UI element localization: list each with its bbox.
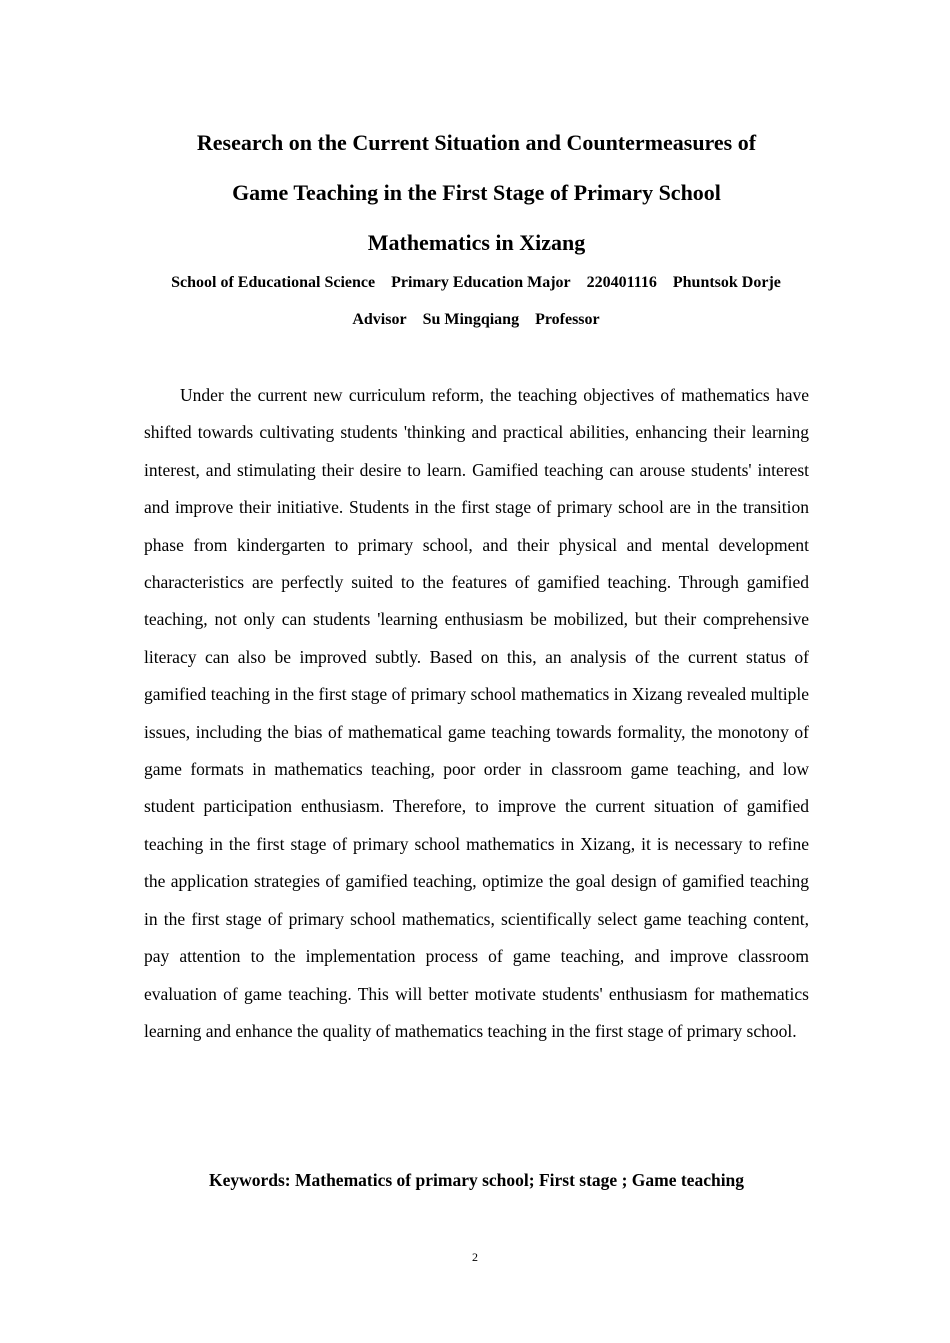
author-byline (120, 271, 832, 295)
paper-title (144, 118, 809, 268)
major-name: Primary Education Major (391, 274, 571, 291)
title-line: Research on the Current Situation and Countermeasures of (196, 130, 757, 155)
page-number: 2 (472, 1250, 478, 1264)
title-line: Game Teaching in the First Stage of Primary School (232, 180, 721, 205)
advisor-title: Professor (535, 311, 600, 328)
advisor-name: Su Mingqiang (422, 311, 520, 328)
author-name: Phuntsok Dorje (672, 274, 781, 291)
advisor-byline (120, 308, 832, 332)
abstract-paragraph: Under the current new curriculum reform, the teaching objectives of mathematics have shifted towards cultivating students 'thinking and practical abilities, enhancing their learning interest, and stimulating their desire to learn. Gamified teaching can arouse students' interest and improve their initiative. Students in the first stage of primary school are in the transition phase from kindergarten to primary school, and their physical and mental development characteristics are perfectly suited to the features of gamified teaching. Through gamified teaching, not only can students 'learning enthusiasm be mobilized, but their comprehensive literacy can also be improved subtly. Based on this, an analysis of the current status of gamified teaching in the first stage of primary school mathematics in Xizang revealed multiple issues, including the bias of mathematical game teaching towards formality, the monotony of game formats in mathematics teaching, poor order in classroom game teaching, and low student participation enthusiasm. Therefore, to improve the current situation of gamified teaching in the first stage of primary school mathematics in Xizang, it is necessary to refine the application strategies of gamified teaching, optimize the goal design of gamified teaching in the first stage of primary school mathematics, scientifically select game teaching content, pay attention to the implementation process of game teaching, and improve classroom evaluation of game teaching. This will better motivate students' enthusiasm for mathematics learning and enhance the quality of mathematics teaching in the first stage of primary school. (144, 385, 809, 1041)
keywords-line: Keywords: Mathematics of primary school; First stage ; Game teaching (208, 1170, 745, 1190)
advisor-label: Advisor (352, 311, 407, 328)
school-name: School of Educational Science (171, 274, 376, 291)
student-id: 220401116 (586, 274, 657, 291)
title-line: Mathematics in Xizang (367, 230, 586, 255)
